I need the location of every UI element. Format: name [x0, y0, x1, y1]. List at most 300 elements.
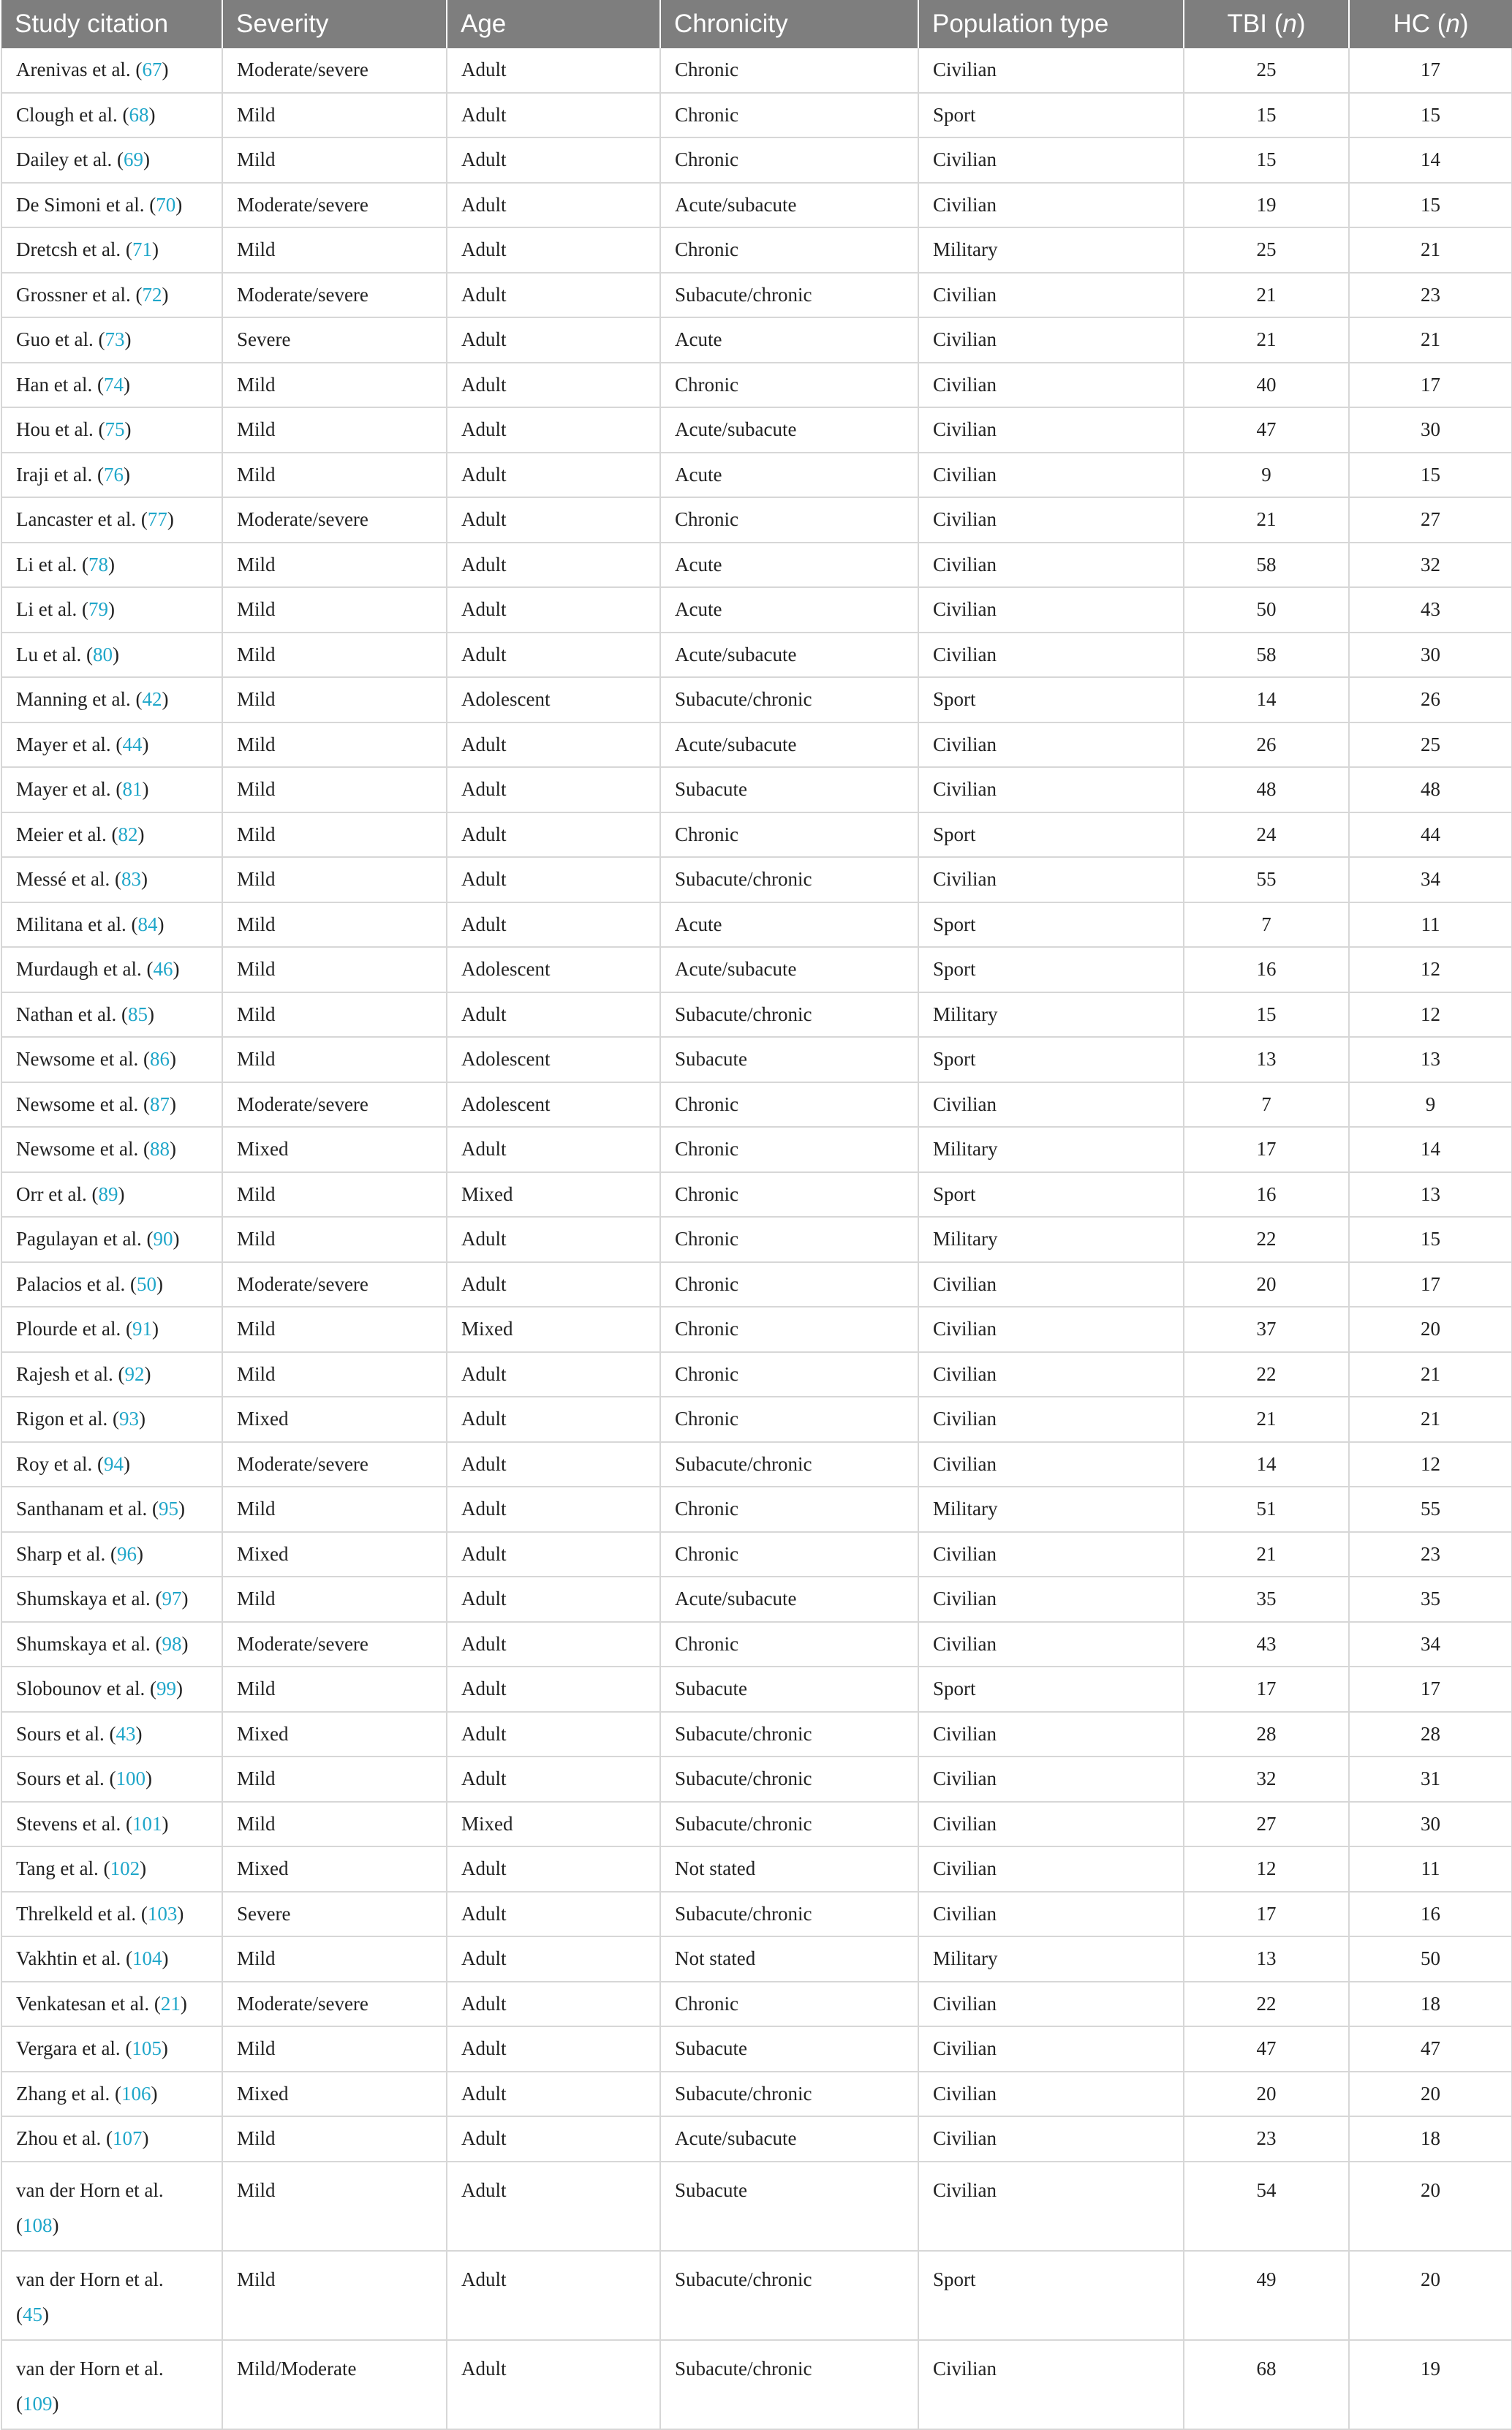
table-row — [1, 93, 1512, 138]
table-row — [1, 407, 1512, 453]
citation-reference-link[interactable]: 74 — [103, 373, 124, 396]
citation-reference-link[interactable]: 83 — [121, 868, 141, 891]
hc-n-cell: 44 — [1349, 812, 1512, 858]
study-citation-cell — [1, 48, 222, 93]
chronicity-cell: Chronic — [660, 1397, 918, 1442]
citation-close: ) — [162, 1947, 169, 1970]
citation-author: Shumskaya et al. ( — [16, 1632, 162, 1655]
table-row — [1, 2251, 1512, 2340]
citation-reference-link[interactable]: 97 — [162, 1588, 182, 1610]
hc-n-cell: 18 — [1349, 2116, 1512, 2162]
citation-reference-link[interactable]: 73 — [105, 328, 125, 351]
citation-author: Sours et al. ( — [16, 1767, 116, 1790]
population-type-cell: Sport — [918, 812, 1184, 858]
citation-close: ) — [123, 463, 130, 486]
age-cell: Adult — [447, 992, 660, 1038]
severity-cell: Mild — [222, 1037, 447, 1082]
table-row — [1, 2026, 1512, 2072]
citation-reference-link[interactable]: 43 — [116, 1722, 136, 1745]
population-type-cell: Civilian — [918, 1532, 1184, 1577]
age-cell: Adult — [447, 1397, 660, 1442]
citation-close: ) — [162, 59, 169, 81]
citation-reference-link[interactable]: 101 — [132, 1812, 162, 1835]
citation-reference-link[interactable]: 68 — [129, 103, 149, 126]
hc-n-cell: 13 — [1349, 1037, 1512, 1082]
severity-cell: Mild — [222, 227, 447, 273]
citation-reference-link[interactable]: 108 — [23, 2214, 53, 2236]
table-row — [1, 273, 1512, 318]
age-cell: Adult — [447, 2072, 660, 2117]
header-hc-n — [1349, 0, 1512, 48]
age-cell: Adolescent — [447, 1082, 660, 1128]
population-type-cell: Civilian — [918, 2072, 1184, 2117]
table-row — [1, 1577, 1512, 1622]
hc-n-cell: 17 — [1349, 1667, 1512, 1712]
header-hc-n-symbol: n — [1445, 10, 1460, 38]
citation-author: Dailey et al. ( — [16, 148, 124, 171]
table-row — [1, 1846, 1512, 1892]
citation-author: Lancaster et al. ( — [16, 508, 148, 531]
tbi-n-cell: 49 — [1184, 2251, 1349, 2340]
hc-n-cell: 20 — [1349, 1307, 1512, 1352]
citation-reference-link[interactable]: 92 — [124, 1362, 145, 1385]
population-type-cell: Sport — [918, 947, 1184, 992]
tbi-n-cell: 43 — [1184, 1622, 1349, 1667]
chronicity-cell: Acute/subacute — [660, 633, 918, 678]
citation-reference-link[interactable]: 44 — [122, 733, 143, 755]
hc-n-cell: 15 — [1349, 183, 1512, 228]
population-type-cell: Civilian — [918, 1082, 1184, 1128]
hc-n-cell: 14 — [1349, 137, 1512, 183]
citation-reference-link[interactable]: 93 — [118, 1408, 139, 1430]
citation-reference-link[interactable]: 81 — [122, 778, 143, 801]
tbi-n-cell: 22 — [1184, 1982, 1349, 2027]
header-population-type: Population type — [918, 0, 1184, 48]
citation-author: Li et al. ( — [16, 598, 88, 621]
citation-author: Murdaugh et al. ( — [16, 958, 154, 981]
citation-reference-link[interactable]: 67 — [142, 59, 162, 81]
citation-reference-link[interactable]: 91 — [132, 1318, 152, 1340]
tbi-n-cell: 19 — [1184, 183, 1349, 228]
population-type-cell: Civilian — [918, 2162, 1184, 2251]
citation-reference-link[interactable]: 46 — [153, 958, 173, 981]
table-row — [1, 363, 1512, 408]
citation-close: ) — [124, 418, 132, 441]
study-citation-cell — [1, 1262, 222, 1308]
citation-close: ) — [142, 2127, 149, 2150]
table-row — [1, 1352, 1512, 1397]
citation-close: ) — [118, 1182, 125, 1205]
hc-n-cell: 43 — [1349, 587, 1512, 633]
age-cell: Adult — [447, 363, 660, 408]
population-type-cell: Sport — [918, 93, 1184, 138]
population-type-cell: Civilian — [918, 363, 1184, 408]
study-citation-cell — [1, 947, 222, 992]
tbi-n-cell: 21 — [1184, 273, 1349, 318]
study-citation-cell — [1, 1982, 222, 2027]
age-cell: Adult — [447, 1757, 660, 1802]
citation-reference-link[interactable]: 94 — [103, 1452, 124, 1475]
age-cell: Adult — [447, 317, 660, 363]
severity-cell: Mild/Moderate — [222, 2340, 447, 2429]
citation-close: ) — [177, 1902, 184, 1925]
citation-author: Threlkeld et al. ( — [16, 1902, 148, 1925]
study-citation-cell — [1, 857, 222, 902]
severity-cell: Mild — [222, 363, 447, 408]
study-citation-cell — [1, 137, 222, 183]
citation-reference-link[interactable]: 98 — [162, 1632, 182, 1655]
table-row — [1, 722, 1512, 768]
population-type-cell: Civilian — [918, 48, 1184, 93]
chronicity-cell: Chronic — [660, 363, 918, 408]
chronicity-cell: Not stated — [660, 1936, 918, 1982]
citation-author: Slobounov et al. ( — [16, 1678, 156, 1700]
tbi-n-cell: 54 — [1184, 2162, 1349, 2251]
chronicity-cell: Subacute — [660, 767, 918, 812]
citation-reference-link[interactable]: 70 — [156, 193, 176, 216]
study-citation-cell — [1, 633, 222, 678]
age-cell: Adult — [447, 767, 660, 812]
chronicity-cell: Subacute/chronic — [660, 2251, 918, 2340]
citation-close: ) — [123, 373, 130, 396]
chronicity-cell: Subacute/chronic — [660, 2340, 918, 2429]
citation-author: Iraji et al. ( — [16, 463, 104, 486]
citation-reference-link[interactable]: 84 — [137, 913, 158, 935]
citation-author: Grossner et al. ( — [16, 283, 143, 306]
citation-reference-link[interactable]: 21 — [160, 1992, 181, 2015]
severity-cell: Severe — [222, 1892, 447, 1937]
tbi-n-cell: 22 — [1184, 1217, 1349, 1262]
citation-reference-link[interactable]: 82 — [118, 823, 138, 845]
citation-reference-link[interactable]: 96 — [116, 1542, 137, 1565]
citation-reference-link[interactable]: 88 — [149, 1138, 170, 1161]
tbi-n-cell: 40 — [1184, 363, 1349, 408]
study-citation-cell — [1, 1442, 222, 1487]
citation-reference-link[interactable]: 103 — [147, 1902, 178, 1925]
citation-reference-link[interactable]: 76 — [103, 463, 124, 486]
table-row — [1, 48, 1512, 93]
chronicity-cell: Chronic — [660, 1352, 918, 1397]
tbi-n-cell: 47 — [1184, 2026, 1349, 2072]
chronicity-cell: Chronic — [660, 1262, 918, 1308]
citation-close: ) — [151, 2082, 158, 2105]
citation-reference-link[interactable]: 105 — [132, 2037, 162, 2060]
citation-reference-link[interactable]: 75 — [105, 418, 125, 441]
citation-close: ) — [52, 2214, 59, 2236]
hc-n-cell: 28 — [1349, 1712, 1512, 1757]
citation-reference-link[interactable]: 107 — [112, 2127, 143, 2150]
citation-reference-link[interactable]: 86 — [149, 1048, 170, 1071]
citation-author: Vergara et al. ( — [16, 2037, 132, 2060]
age-cell: Adult — [447, 1622, 660, 1667]
hc-n-cell: 35 — [1349, 1577, 1512, 1622]
age-cell: Adult — [447, 1667, 660, 1712]
severity-cell: Mild — [222, 1757, 447, 1802]
citation-reference-link[interactable]: 77 — [147, 508, 167, 531]
chronicity-cell: Acute — [660, 543, 918, 588]
tbi-n-cell: 21 — [1184, 317, 1349, 363]
population-type-cell: Civilian — [918, 1397, 1184, 1442]
citation-close: ) — [161, 2037, 168, 2060]
severity-cell: Mild — [222, 2026, 447, 2072]
citation-reference-link[interactable]: 95 — [158, 1498, 178, 1520]
study-citation-cell — [1, 543, 222, 588]
population-type-cell: Civilian — [918, 273, 1184, 318]
citation-reference-link[interactable]: 100 — [116, 1767, 145, 1790]
citation-author: Militana et al. ( — [16, 913, 138, 935]
table-row — [1, 1442, 1512, 1487]
citation-reference-link[interactable]: 102 — [110, 1857, 140, 1880]
citation-close: ) — [173, 958, 180, 981]
age-cell: Mixed — [447, 1172, 660, 1218]
citation-author: Tang et al. ( — [16, 1857, 110, 1880]
table-row — [1, 633, 1512, 678]
study-citation-cell — [1, 497, 222, 543]
header-chronicity: Chronicity — [660, 0, 918, 48]
hc-n-cell: 34 — [1349, 1622, 1512, 1667]
citation-reference-link[interactable]: 106 — [121, 2082, 151, 2105]
citation-reference-link[interactable]: 42 — [142, 688, 162, 711]
citation-close: ) — [147, 1003, 154, 1025]
population-type-cell: Civilian — [918, 1577, 1184, 1622]
hc-n-cell: 11 — [1349, 1846, 1512, 1892]
citation-reference-link[interactable]: 72 — [142, 283, 162, 306]
age-cell: Adult — [447, 2162, 660, 2251]
tbi-n-cell: 24 — [1184, 812, 1349, 858]
severity-cell: Mild — [222, 587, 447, 633]
citation-reference-link[interactable]: 50 — [136, 1272, 156, 1295]
hc-n-cell: 15 — [1349, 453, 1512, 498]
tbi-n-cell: 55 — [1184, 857, 1349, 902]
chronicity-cell: Chronic — [660, 1982, 918, 2027]
hc-n-cell: 23 — [1349, 1532, 1512, 1577]
population-type-cell: Sport — [918, 1667, 1184, 1712]
severity-cell: Moderate/severe — [222, 1622, 447, 1667]
severity-cell: Severe — [222, 317, 447, 363]
citation-reference-link[interactable]: 87 — [149, 1093, 170, 1115]
chronicity-cell: Chronic — [660, 1127, 918, 1172]
citation-reference-link[interactable]: 104 — [132, 1947, 162, 1970]
hc-n-cell: 12 — [1349, 1442, 1512, 1487]
hc-n-cell: 27 — [1349, 497, 1512, 543]
age-cell: Mixed — [447, 1307, 660, 1352]
chronicity-cell: Acute — [660, 587, 918, 633]
chronicity-cell: Chronic — [660, 1082, 918, 1128]
study-citation-cell — [1, 1936, 222, 1982]
study-citation-cell — [1, 2340, 222, 2429]
study-citation-cell — [1, 1352, 222, 1397]
hc-n-cell: 15 — [1349, 93, 1512, 138]
age-cell: Adult — [447, 2251, 660, 2340]
citation-reference-link[interactable]: 69 — [123, 148, 143, 171]
citation-author: Arenivas et al. ( — [16, 59, 143, 81]
table-row — [1, 2116, 1512, 2162]
hc-n-cell: 50 — [1349, 1936, 1512, 1982]
table-row — [1, 1532, 1512, 1577]
citation-close: ) — [107, 598, 115, 621]
study-citation-cell — [1, 317, 222, 363]
chronicity-cell: Acute — [660, 902, 918, 948]
severity-cell: Mild — [222, 1667, 447, 1712]
citation-author: Manning et al. ( — [16, 688, 143, 711]
chronicity-cell: Chronic — [660, 48, 918, 93]
hc-n-cell: 20 — [1349, 2251, 1512, 2340]
hc-n-cell: 21 — [1349, 317, 1512, 363]
study-citation-cell — [1, 767, 222, 812]
age-cell: Adolescent — [447, 947, 660, 992]
population-type-cell: Civilian — [918, 1982, 1184, 2027]
severity-cell: Mild — [222, 453, 447, 498]
header-hc-close: ) — [1459, 10, 1469, 38]
citation-author: Zhang et al. ( — [16, 2082, 121, 2105]
citation-author: Pagulayan et al. ( — [16, 1228, 154, 1250]
population-type-cell: Civilian — [918, 407, 1184, 453]
tbi-n-cell: 22 — [1184, 1352, 1349, 1397]
study-citation-cell — [1, 1757, 222, 1802]
citation-close: ) — [169, 1048, 176, 1071]
citation-reference-link[interactable]: 78 — [88, 553, 108, 576]
citation-author: Dretcsh et al. ( — [16, 238, 132, 261]
citation-close: ) — [162, 688, 169, 711]
age-cell: Adult — [447, 902, 660, 948]
table-row — [1, 137, 1512, 183]
tbi-n-cell: 17 — [1184, 1127, 1349, 1172]
hc-n-cell: 21 — [1349, 1352, 1512, 1397]
severity-cell: Mild — [222, 722, 447, 768]
hc-n-cell: 21 — [1349, 1397, 1512, 1442]
chronicity-cell: Subacute/chronic — [660, 1802, 918, 1847]
chronicity-cell: Acute/subacute — [660, 1577, 918, 1622]
chronicity-cell: Chronic — [660, 227, 918, 273]
age-cell: Adult — [447, 93, 660, 138]
severity-cell: Mixed — [222, 2072, 447, 2117]
tbi-n-cell: 50 — [1184, 587, 1349, 633]
hc-n-cell: 17 — [1349, 48, 1512, 93]
citation-author: Han et al. ( — [16, 373, 104, 396]
study-citation-cell — [1, 1172, 222, 1218]
citation-author: Rajesh et al. ( — [16, 1362, 125, 1385]
severity-cell: Mild — [222, 137, 447, 183]
table-row — [1, 1262, 1512, 1308]
citation-close: ) — [148, 103, 156, 126]
citation-author: Li et al. ( — [16, 553, 88, 576]
tbi-n-cell: 35 — [1184, 1577, 1349, 1622]
citation-reference-link[interactable]: 80 — [92, 643, 113, 665]
citation-author: Plourde et al. ( — [16, 1318, 132, 1340]
citation-reference-link[interactable]: 99 — [156, 1678, 176, 1700]
citation-close: ) — [123, 1452, 130, 1475]
table-row — [1, 902, 1512, 948]
severity-cell: Mild — [222, 543, 447, 588]
citation-close: ) — [112, 643, 119, 665]
population-type-cell: Civilian — [918, 857, 1184, 902]
hc-n-cell: 25 — [1349, 722, 1512, 768]
tbi-n-cell: 15 — [1184, 992, 1349, 1038]
population-type-cell: Civilian — [918, 2116, 1184, 2162]
citation-author: Lu et al. ( — [16, 643, 93, 665]
age-cell: Adult — [447, 1892, 660, 1937]
population-type-cell: Civilian — [918, 2340, 1184, 2429]
citation-author: Nathan et al. ( — [16, 1003, 128, 1025]
table-row — [1, 1757, 1512, 1802]
age-cell: Adolescent — [447, 1037, 660, 1082]
population-type-cell: Civilian — [918, 1757, 1184, 1802]
severity-cell: Mild — [222, 2116, 447, 2162]
severity-cell: Moderate/severe — [222, 183, 447, 228]
citation-close: ) — [181, 1588, 189, 1610]
citation-reference-link[interactable]: 89 — [98, 1182, 118, 1205]
age-cell: Adult — [447, 137, 660, 183]
chronicity-cell: Acute/subacute — [660, 183, 918, 228]
tbi-n-cell: 51 — [1184, 1487, 1349, 1532]
hc-n-cell: 47 — [1349, 2026, 1512, 2072]
citation-reference-link[interactable]: 109 — [23, 2392, 53, 2415]
age-cell: Adult — [447, 722, 660, 768]
age-cell: Adult — [447, 227, 660, 273]
tbi-n-cell: 68 — [1184, 2340, 1349, 2429]
chronicity-cell: Chronic — [660, 812, 918, 858]
citation-reference-link[interactable]: 85 — [127, 1003, 148, 1025]
severity-cell: Mild — [222, 1936, 447, 1982]
tbi-n-cell: 13 — [1184, 1936, 1349, 1982]
severity-cell: Mild — [222, 2162, 447, 2251]
citation-close: ) — [42, 2303, 49, 2325]
age-cell: Adult — [447, 1127, 660, 1172]
header-row — [1, 0, 1512, 48]
citation-author: Newsome et al. ( — [16, 1048, 150, 1071]
chronicity-cell: Chronic — [660, 1622, 918, 1667]
study-citation-cell — [1, 407, 222, 453]
tbi-n-cell: 32 — [1184, 1757, 1349, 1802]
hc-n-cell: 17 — [1349, 363, 1512, 408]
chronicity-cell: Chronic — [660, 1217, 918, 1262]
severity-cell: Mild — [222, 1217, 447, 1262]
chronicity-cell: Chronic — [660, 1307, 918, 1352]
citation-close: ) — [181, 1632, 189, 1655]
citation-close: ) — [180, 1992, 187, 2015]
tbi-n-cell: 15 — [1184, 137, 1349, 183]
citation-author: Newsome et al. ( — [16, 1093, 150, 1115]
tbi-n-cell: 17 — [1184, 1667, 1349, 1712]
citation-reference-link[interactable]: 71 — [132, 238, 152, 261]
population-type-cell: Civilian — [918, 1802, 1184, 1847]
citation-reference-link[interactable]: 90 — [153, 1228, 173, 1250]
hc-n-cell: 19 — [1349, 2340, 1512, 2429]
table-row — [1, 1622, 1512, 1667]
citation-reference-link[interactable]: 45 — [23, 2303, 42, 2325]
chronicity-cell: Subacute/chronic — [660, 273, 918, 318]
age-cell: Adult — [447, 857, 660, 902]
citation-reference-link[interactable]: 79 — [88, 598, 108, 621]
tbi-n-cell: 14 — [1184, 1442, 1349, 1487]
citation-close: ) — [136, 1542, 143, 1565]
header-tbi-close: ) — [1296, 10, 1306, 38]
citation-author: Stevens et al. ( — [16, 1812, 132, 1835]
table-row — [1, 1172, 1512, 1218]
population-type-cell: Civilian — [918, 2026, 1184, 2072]
population-type-cell: Sport — [918, 902, 1184, 948]
table-row — [1, 183, 1512, 228]
study-citation-cell — [1, 2116, 222, 2162]
severity-cell: Mild — [222, 812, 447, 858]
population-type-cell: Civilian — [918, 317, 1184, 363]
table-row — [1, 317, 1512, 363]
population-type-cell: Sport — [918, 677, 1184, 722]
table-row — [1, 587, 1512, 633]
tbi-n-cell: 21 — [1184, 497, 1349, 543]
age-cell: Adult — [447, 587, 660, 633]
table-row — [1, 1712, 1512, 1757]
